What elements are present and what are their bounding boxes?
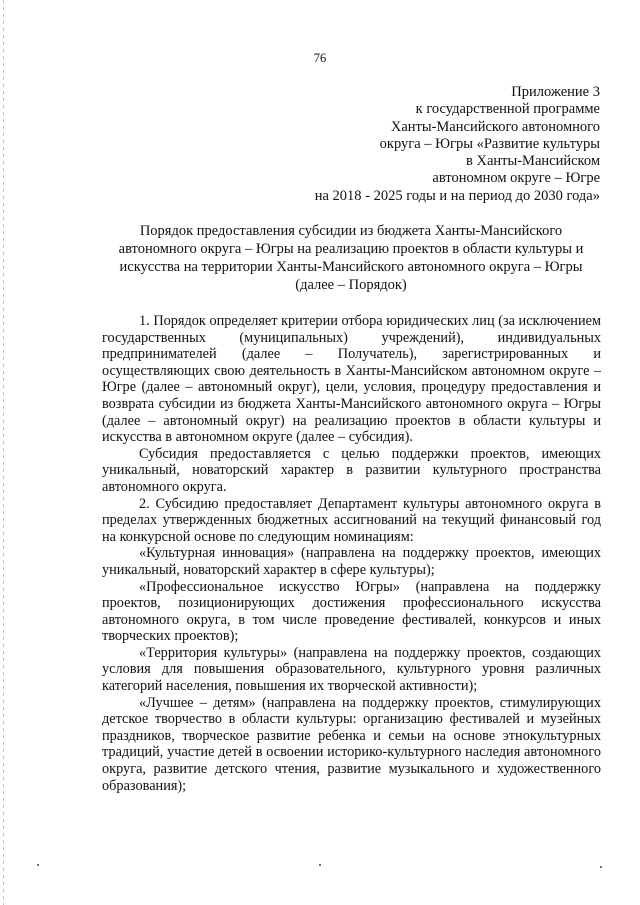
scan-dot <box>600 866 602 868</box>
paragraph-criteria: 1. Порядок определяет критерии отбора юридических лиц (за исключением государственных (муниципальных) учреждений), индивидуальных предпринимателей (далее – Получатель), зарегистрированных и осуществляющих свою деятельность в Ханты-Мансийском автономном округе – Югре (далее – автономный округ), цели, условия, процедуру предоставления и возврата субсидии из бюджета Ханты-Мансийского автономного округа – Югры (далее – автономный округ) на реализацию проектов в области культуры и искусства в автономном округе (далее – субсидия). <box>102 313 601 446</box>
scan-dot <box>37 864 39 866</box>
nomination-culture-territory: «Территория культуры» (направлена на поддержку проектов, создающих условия для повышения образовательного, культурного уровня различных категорий населения, повышения их творческой активности); <box>102 644 601 695</box>
appendix-line: на 2018 - 2025 годы и на период до 2030 года» <box>314 187 600 204</box>
scan-dot <box>319 864 321 866</box>
scan-left-edge <box>3 0 4 905</box>
appendix-line: Ханты-Мансийского автономного <box>390 118 600 135</box>
nomination-cultural-innovation: «Культурная инновация» (направлена на поддержку проектов, имеющих уникальный, новаторский характер в сфере культуры); <box>102 545 601 578</box>
appendix-line: округа – Югры «Развитие культуры <box>379 135 600 152</box>
page-number: 76 <box>313 51 327 65</box>
title-line: (далее – Порядок) <box>295 277 407 293</box>
nomination-professional-art: «Профессиональное искусство Югры» (направлена на поддержку проектов, позиционирующих достижения профессионального искусства автономного округа, в том числе проведение фестивалей, конкурсов и иных творческих проектов); <box>102 578 601 645</box>
nomination-best-for-children: «Лучшее – детям» (направлена на поддержку проектов, стимулирующих детское творчество в области культуры: организацию фестивалей и музейных праздников, творческое развитие ребенка и семьи на основе этнокультурных традиций, участие детей в освоении историко-культурного наследия автономного округа, развитие детского чтения, развитие музыкального и художественного образования); <box>102 694 601 794</box>
document-body <box>102 313 601 794</box>
appendix-header <box>315 84 600 205</box>
appendix-line: в Ханты-Мансийском <box>466 153 600 170</box>
title-line: искусства на территории Ханты-Мансийского автономного округа – Югры <box>119 259 583 275</box>
appendix-line: автономном округе – Югре <box>432 170 600 187</box>
appendix-line: Приложение 3 <box>511 84 600 100</box>
title-line: автономного округа – Югры на реализацию проектов в области культуры и <box>118 241 584 257</box>
document-title <box>95 222 607 294</box>
paragraph-provider: 2. Субсидию предоставляет Департамент культуры автономного округа в пределах утвержденных бюджетных ассигнований на текущий финансовый год на конкурсной основе по следующим номинациям: <box>102 495 601 545</box>
appendix-line: к государственной программе <box>415 101 600 118</box>
paragraph-purpose: Субсидия предоставляется с целью поддержки проектов, имеющих уникальный, новаторский характер в развитии культурного пространства автономного округа. <box>102 445 601 495</box>
title-line: Порядок предоставления субсидии из бюджета Ханты-Мансийского <box>139 223 563 239</box>
